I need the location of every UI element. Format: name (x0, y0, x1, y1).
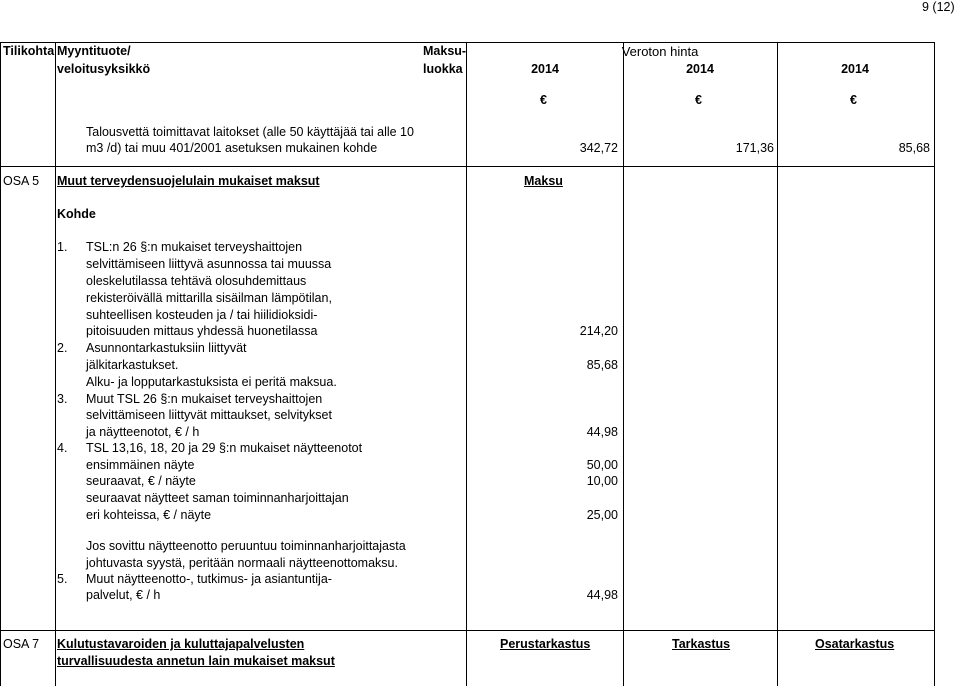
item-number: 4. (57, 441, 68, 455)
header-year-2: 2014 (686, 62, 714, 76)
header-year-3: 2014 (841, 62, 869, 76)
item-line: selvittämiseen liittyvä asunnossa tai muussa (86, 257, 332, 271)
item-line: Muut TSL 26 §:n mukaiset terveyshaittojen (86, 392, 323, 406)
item-number: 5. (57, 572, 68, 586)
item-line: TSL 13,16, 18, 20 ja 29 §:n mukaiset näytteenotot (86, 441, 363, 455)
column-divider (466, 42, 467, 686)
item-line: suhteellisen kosteuden ja / tai hiilidioksidi- (86, 308, 318, 322)
section-title: Kulutustavaroiden ja kuluttajapalvelusten (57, 637, 305, 651)
prior-item-line: m3 /d) tai muu 401/2001 asetuksen mukainen kohde (86, 141, 378, 155)
item-line: seuraavat, € / näyte (86, 474, 196, 488)
item-number: 2. (57, 341, 68, 355)
header-myyntituote: Myyntituote/ (57, 44, 131, 58)
prior-item-line: Talousvettä toimittavat laitokset (alle 50 käyttäjää tai alle 10 (86, 125, 414, 139)
row-divider (0, 630, 935, 631)
item-line: ja näytteenotot, € / h (86, 425, 200, 439)
currency-1: € (540, 93, 547, 107)
currency-2: € (695, 93, 702, 107)
section-code: OSA 7 (3, 637, 40, 651)
header-veroton-hinta: Veroton hinta (621, 44, 699, 59)
item-line: ensimmäinen näyte (86, 458, 195, 472)
price-value: 44,98 (586, 588, 618, 602)
header-top-border (0, 42, 935, 43)
column-divider (777, 42, 778, 686)
row-divider (0, 166, 935, 167)
column-divider (55, 42, 56, 686)
item-line: Alku- ja lopputarkastuksista ei peritä maksua. (86, 375, 337, 389)
price-value: 85,68 (586, 358, 618, 372)
header-tilikohta: Tilikohta (3, 44, 55, 58)
item-line: TSL:n 26 §:n mukaiset terveyshaittojen (86, 240, 303, 254)
currency-3: € (850, 93, 857, 107)
header-year-1: 2014 (531, 62, 559, 76)
column-divider (623, 42, 624, 686)
note-line: johtuvasta syystä, peritään normaali näytteenottomaksu. (86, 556, 398, 570)
kohde-label: Kohde (57, 207, 96, 221)
item-line: palvelut, € / h (86, 588, 161, 602)
price-value: 25,00 (586, 508, 618, 522)
table-left-border (0, 42, 1, 686)
price-value: 50,00 (586, 458, 618, 472)
section-title: turvallisuudesta annetun lain mukaiset maksut (57, 654, 335, 668)
price-value: 44,98 (586, 425, 618, 439)
item-line: seuraavat näytteet saman toiminnanharjoittajan (86, 491, 349, 505)
price-value: 10,00 (586, 474, 618, 488)
column-header-perustarkastus: Perustarkastus (500, 637, 591, 651)
item-line: oleskelutilassa tehtävä olosuhdemittaus (86, 274, 307, 288)
section-code: OSA 5 (3, 174, 40, 188)
price-value: 85,68 (898, 141, 930, 155)
table-right-border (934, 42, 935, 686)
item-line: eri kohteissa, € / näyte (86, 508, 212, 522)
column-header-tarkastus: Tarkastus (672, 637, 731, 651)
item-line: Muut näytteenotto-, tutkimus- ja asiantuntija- (86, 572, 332, 586)
item-line: rekisteröivällä mittarilla sisäilman lämpötilan, (86, 291, 332, 305)
price-value: 342,72 (579, 141, 618, 155)
header-veloitusyksikko: veloitusyksikkö (57, 62, 151, 76)
note-line: Jos sovittu näytteenotto peruuntuu toiminnanharjoittajasta (86, 539, 406, 553)
page-number: 9 (12) (922, 0, 955, 14)
item-line: jälkitarkastukset. (86, 358, 179, 372)
section-title: Muut terveydensuojelulain mukaiset maksut (57, 174, 320, 188)
header-maksu: Maksu- (423, 44, 467, 58)
item-number: 3. (57, 392, 68, 406)
maksu-header: Maksu (524, 174, 563, 188)
item-line: Asunnontarkastuksiin liittyvät (86, 341, 247, 355)
price-value: 214,20 (579, 324, 618, 338)
price-value: 171,36 (735, 141, 774, 155)
header-luokka: luokka (423, 62, 463, 76)
item-line: selvittämiseen liittyvät mittaukset, selvitykset (86, 408, 332, 422)
column-header-osatarkastus: Osatarkastus (815, 637, 895, 651)
item-line: pitoisuuden mittaus yhdessä huonetilassa (86, 324, 318, 338)
item-number: 1. (57, 240, 68, 254)
